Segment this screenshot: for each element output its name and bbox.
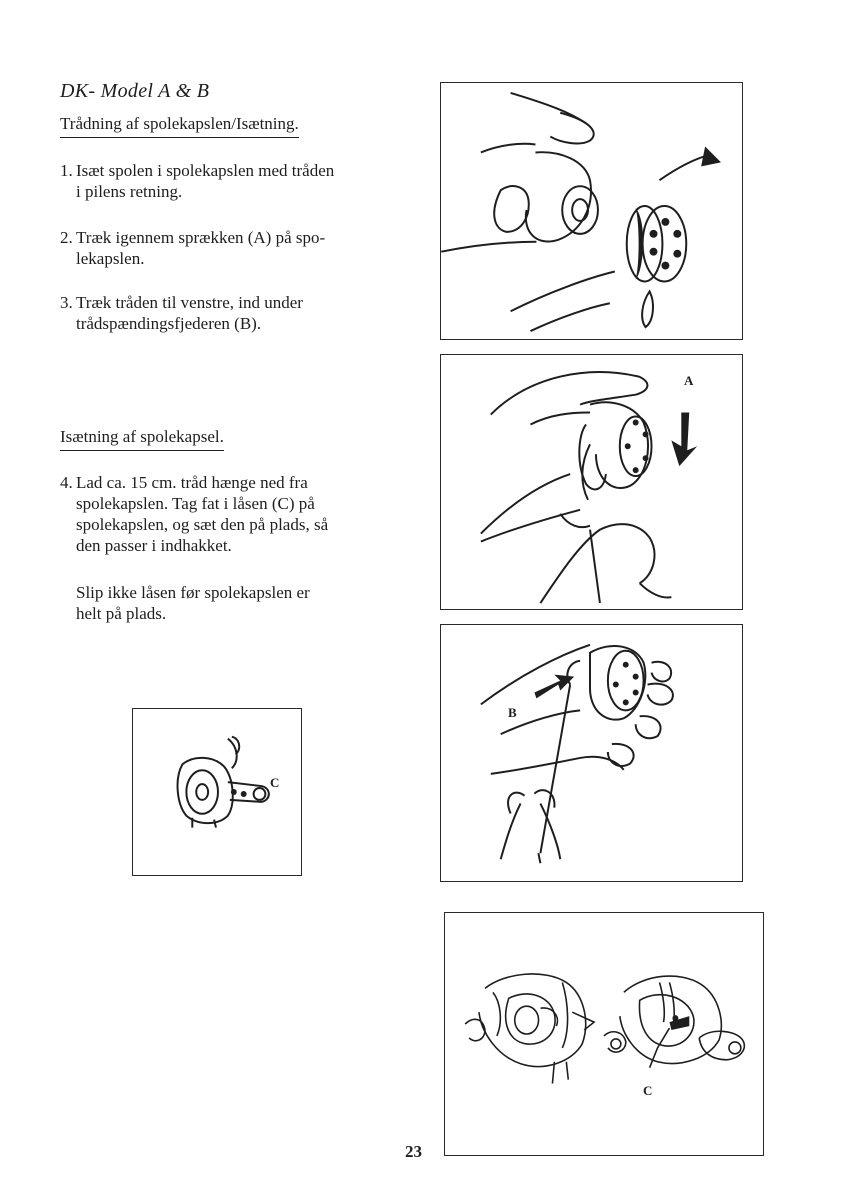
- bobbin-case-shuttle-illustration: [445, 913, 763, 1155]
- step-line: lekapslen.: [76, 249, 145, 268]
- step-line: spolekapslen. Tag fat i låsen (C) på: [76, 494, 315, 513]
- step-number: 2.: [60, 228, 73, 247]
- page-number: 23: [405, 1142, 422, 1161]
- note-line: helt på plads.: [76, 604, 167, 623]
- label-b: B: [508, 705, 517, 720]
- section-heading-threading: Trådning af spolekapslen/Isætning.: [60, 114, 299, 138]
- section-heading-insertion: Isætning af spolekapsel.: [60, 427, 224, 451]
- step-number: 4.: [60, 473, 73, 492]
- step-line: spolekapslen, og sæt den på plads, så: [76, 515, 329, 534]
- figure-latch-c-small: [132, 708, 302, 876]
- step-line: i pilens retning.: [76, 182, 183, 201]
- label-c: C: [270, 775, 280, 790]
- figure-insert-bobbin: [440, 82, 743, 340]
- step-number: 1.: [60, 161, 73, 180]
- step-number: 3.: [60, 293, 73, 312]
- hand-bobbin-illustration: [441, 83, 742, 339]
- figure-slit-a: [440, 354, 743, 610]
- step-line: den passer i indhakket.: [76, 536, 232, 555]
- step-line: trådspændingsfjederen (B).: [76, 314, 262, 333]
- bobbin-case-latch-illustration: [133, 709, 301, 875]
- figure-spring-b: [440, 624, 743, 882]
- note-line: Slip ikke låsen før spolekapslen er: [76, 583, 310, 602]
- step-3: [60, 292, 400, 336]
- step-1: [60, 160, 400, 204]
- step-line: Træk tråden til venstre, ind under: [76, 293, 303, 312]
- label-c-shuttle: C: [643, 1083, 653, 1098]
- figure-insert-case: [444, 912, 764, 1156]
- step-4: [60, 472, 400, 560]
- thread-through-slit-illustration: [441, 355, 742, 609]
- step-line: Træk igennem sprækken (A) på spo-: [76, 228, 326, 247]
- step-2: [60, 227, 400, 271]
- model-title: DK- Model A & B: [60, 80, 210, 102]
- label-a: A: [684, 373, 694, 388]
- note-release-latch: [76, 582, 396, 624]
- thread-under-spring-illustration: [441, 625, 742, 881]
- step-line: Isæt spolen i spolekapslen med tråden: [76, 161, 335, 180]
- step-line: Lad ca. 15 cm. tråd hænge ned fra: [76, 473, 308, 492]
